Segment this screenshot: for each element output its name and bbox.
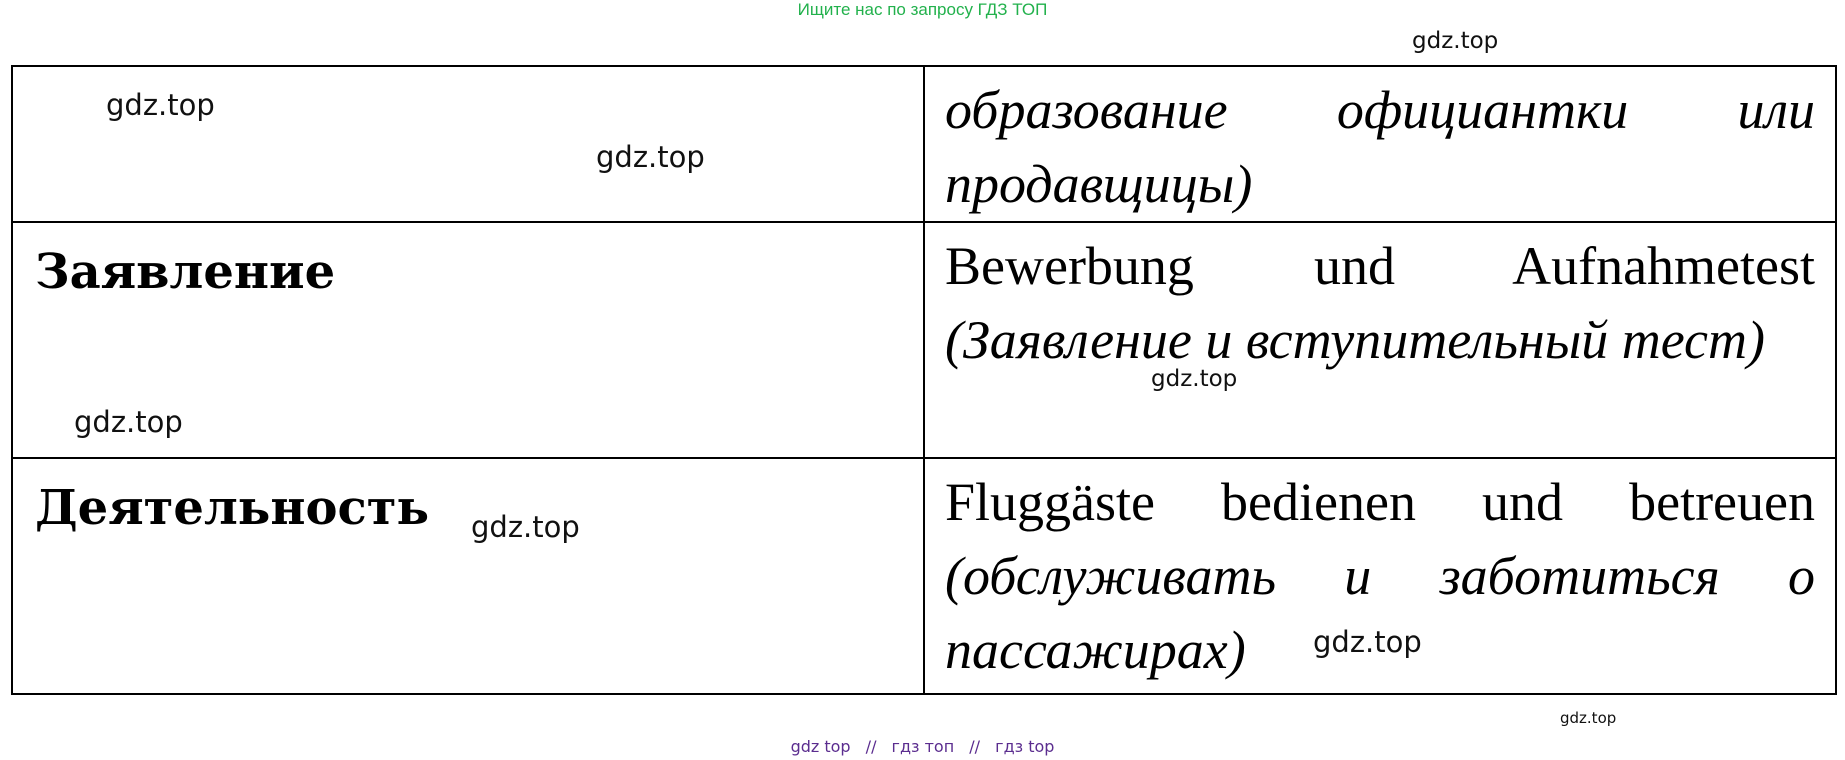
footer-link[interactable]: гдз top <box>995 737 1055 756</box>
footer-link[interactable]: гдз топ <box>891 737 955 756</box>
description-plain: Bewerbung und Aufnahmetest <box>945 236 1815 296</box>
table-row <box>12 458 1836 694</box>
description-cell <box>924 222 1836 458</box>
table-row <box>12 66 1836 222</box>
description-cell <box>924 66 1836 222</box>
table-row <box>12 222 1836 458</box>
footer-separator: // <box>865 737 877 756</box>
description-plain: Fluggäste bedienen und betreuen <box>945 472 1815 532</box>
description-italic: (Заявление и вступительный тест) <box>945 310 1765 370</box>
watermark: gdz.top <box>471 510 580 544</box>
document-table <box>11 65 1837 695</box>
watermark: gdz.top <box>596 140 705 174</box>
watermark: gdz.top <box>74 405 183 439</box>
footer-links <box>0 737 1845 756</box>
description-italic: (обслуживать и заботиться о пассажирах) <box>945 546 1815 680</box>
watermark: gdz.top <box>1412 28 1499 54</box>
top-banner[interactable]: Ищите нас по запросу ГДЗ ТОП <box>797 0 1048 19</box>
term-label: Деятельность <box>35 480 430 536</box>
description-text <box>925 223 1835 377</box>
description-text <box>925 67 1835 221</box>
watermark: gdz.top <box>1151 366 1238 392</box>
footer-separator: // <box>969 737 981 756</box>
description-italic: образование официантки или продавщицы) <box>945 80 1815 214</box>
term-label <box>13 67 923 85</box>
footer-link[interactable]: gdz top <box>790 737 851 756</box>
watermark: gdz.top <box>1560 709 1617 727</box>
term-label: Заявление <box>35 244 336 300</box>
watermark: gdz.top <box>1313 625 1422 659</box>
term-cell <box>12 458 924 694</box>
watermark: gdz.top <box>106 88 215 122</box>
